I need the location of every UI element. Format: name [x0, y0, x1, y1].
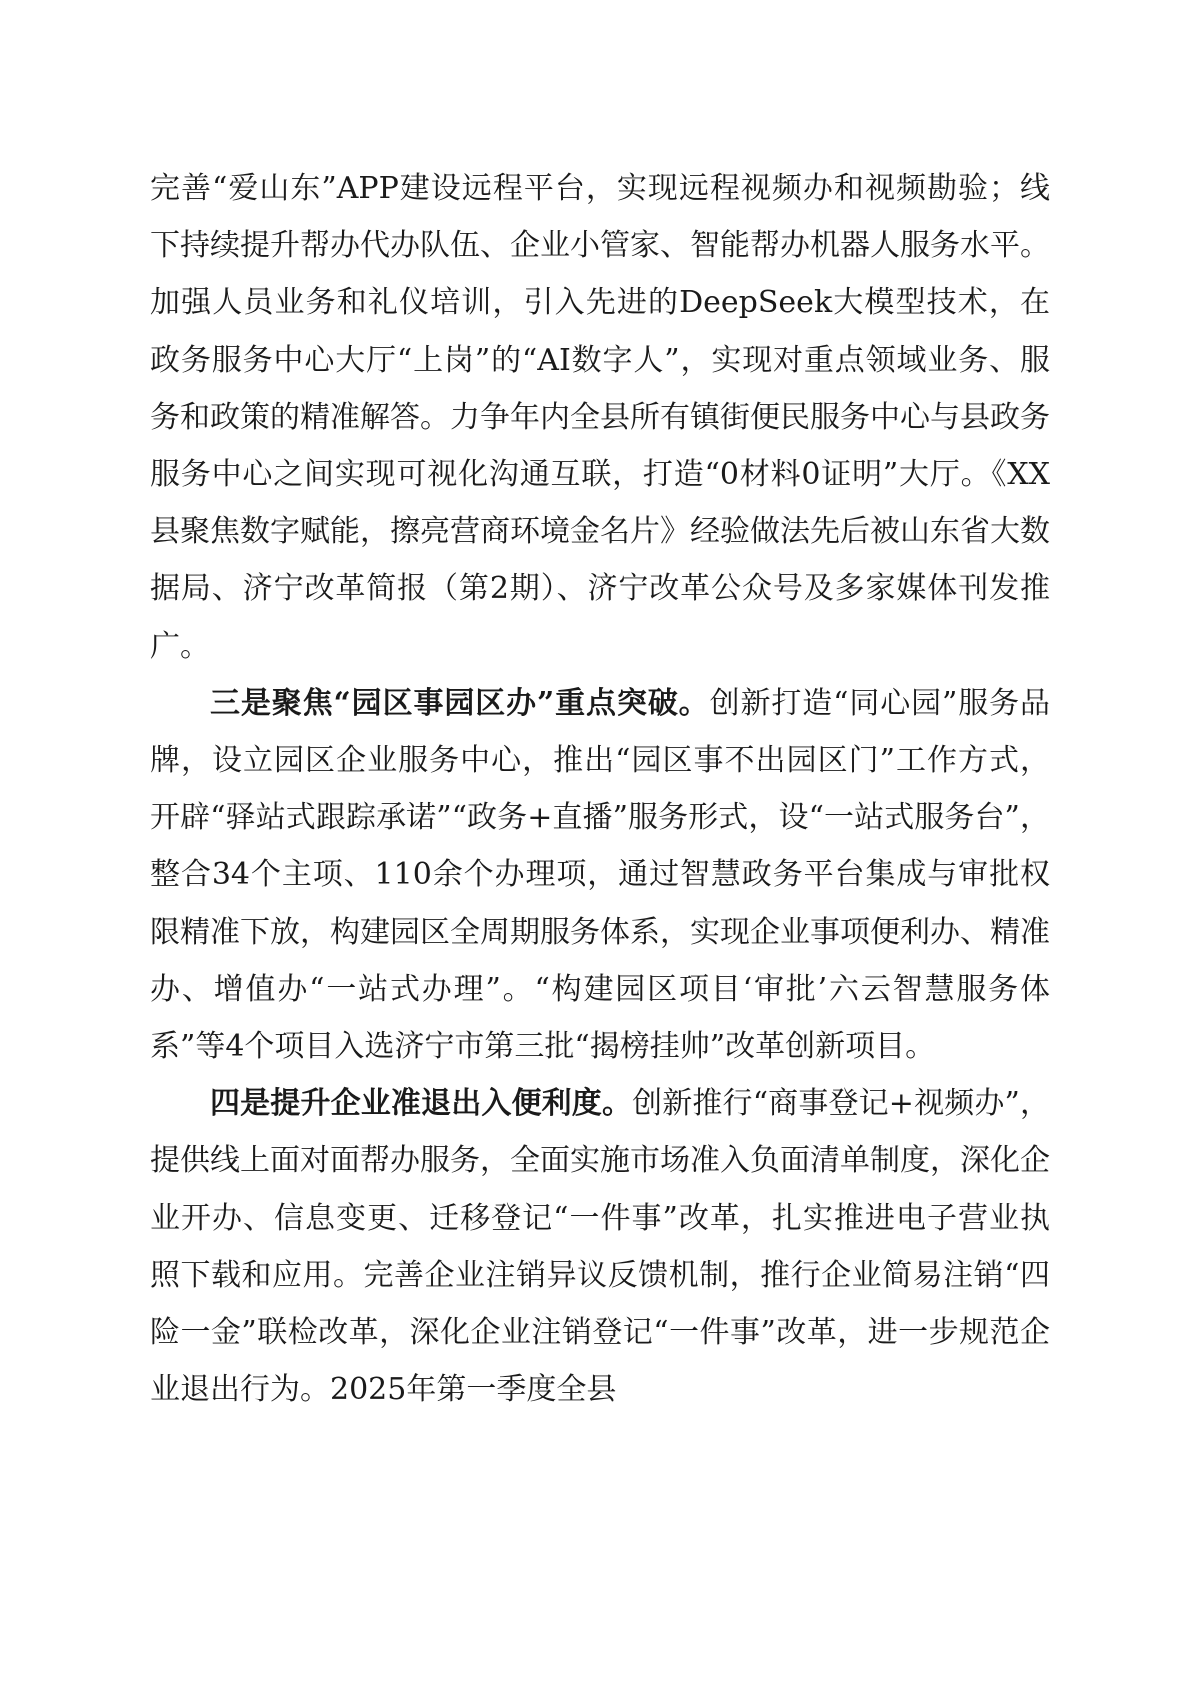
paragraph-1-text: 完善“爱山东”APP建设远程平台，实现远程视频办和视频勘验；线下持续提升帮办代办队伍、企业小管家、智能帮办机器人服务水平。加强人员业务和礼仪培训，引入先进的DeepSeek大模型技术，在政务服务中心大厅“上岗”的“AI数字人”，实现对重点领域业务、服务和政策的精准解答。力争年内全县所有镇街便民服务中心与县政务服务中心之间实现可视化沟通互联，打造“0材料0证明”大厅。《XX县聚焦数字赋能，擦亮营商环境金名片》经验做法先后被山东省大数据局、济宁改革简报（第2期）、济宁改革公众号及多家媒体刊发推广。 [150, 171, 1050, 664]
paragraph-3-heading: 四是提升企业准退出入便利度。 [210, 1086, 633, 1122]
paragraph-2 [150, 675, 1050, 1075]
paragraph-2-text: 创新打造“同心园”服务品牌，设立园区企业服务中心，推出“园区事不出园区门”工作方式，开辟“驿站式跟踪承诺”“政务+直播”服务形式，设“一站式服务台”，整合34个主项、110余个办理项，通过智慧政务平台集成与审批权限精准下放，构建园区全周期服务体系，实现企业事项便利办、精准办、增值办“一站式办理”。“构建园区项目‘审批’六云智慧服务体系”等4个项目入选济宁市第三批“揭榜挂帅”改革创新项目。 [150, 685, 1050, 1065]
paragraph-2-heading: 三是聚焦“园区事园区办”重点突破。 [210, 685, 710, 721]
paragraph-1 [150, 160, 1050, 675]
document-page [150, 160, 1050, 1418]
paragraph-3 [150, 1075, 1050, 1418]
paragraph-3-text: 创新推行“商事登记+视频办”，提供线上面对面帮办服务，全面实施市场准入负面清单制度，深化企业开办、信息变更、迁移登记“一件事”改革，扎实推进电子营业执照下载和应用。完善企业注销异议反馈机制，推行企业简易注销“四险一金”联检改革，深化企业注销登记“一件事”改革，进一步规范企业退出行为。2025年第一季度全县 [150, 1086, 1050, 1408]
